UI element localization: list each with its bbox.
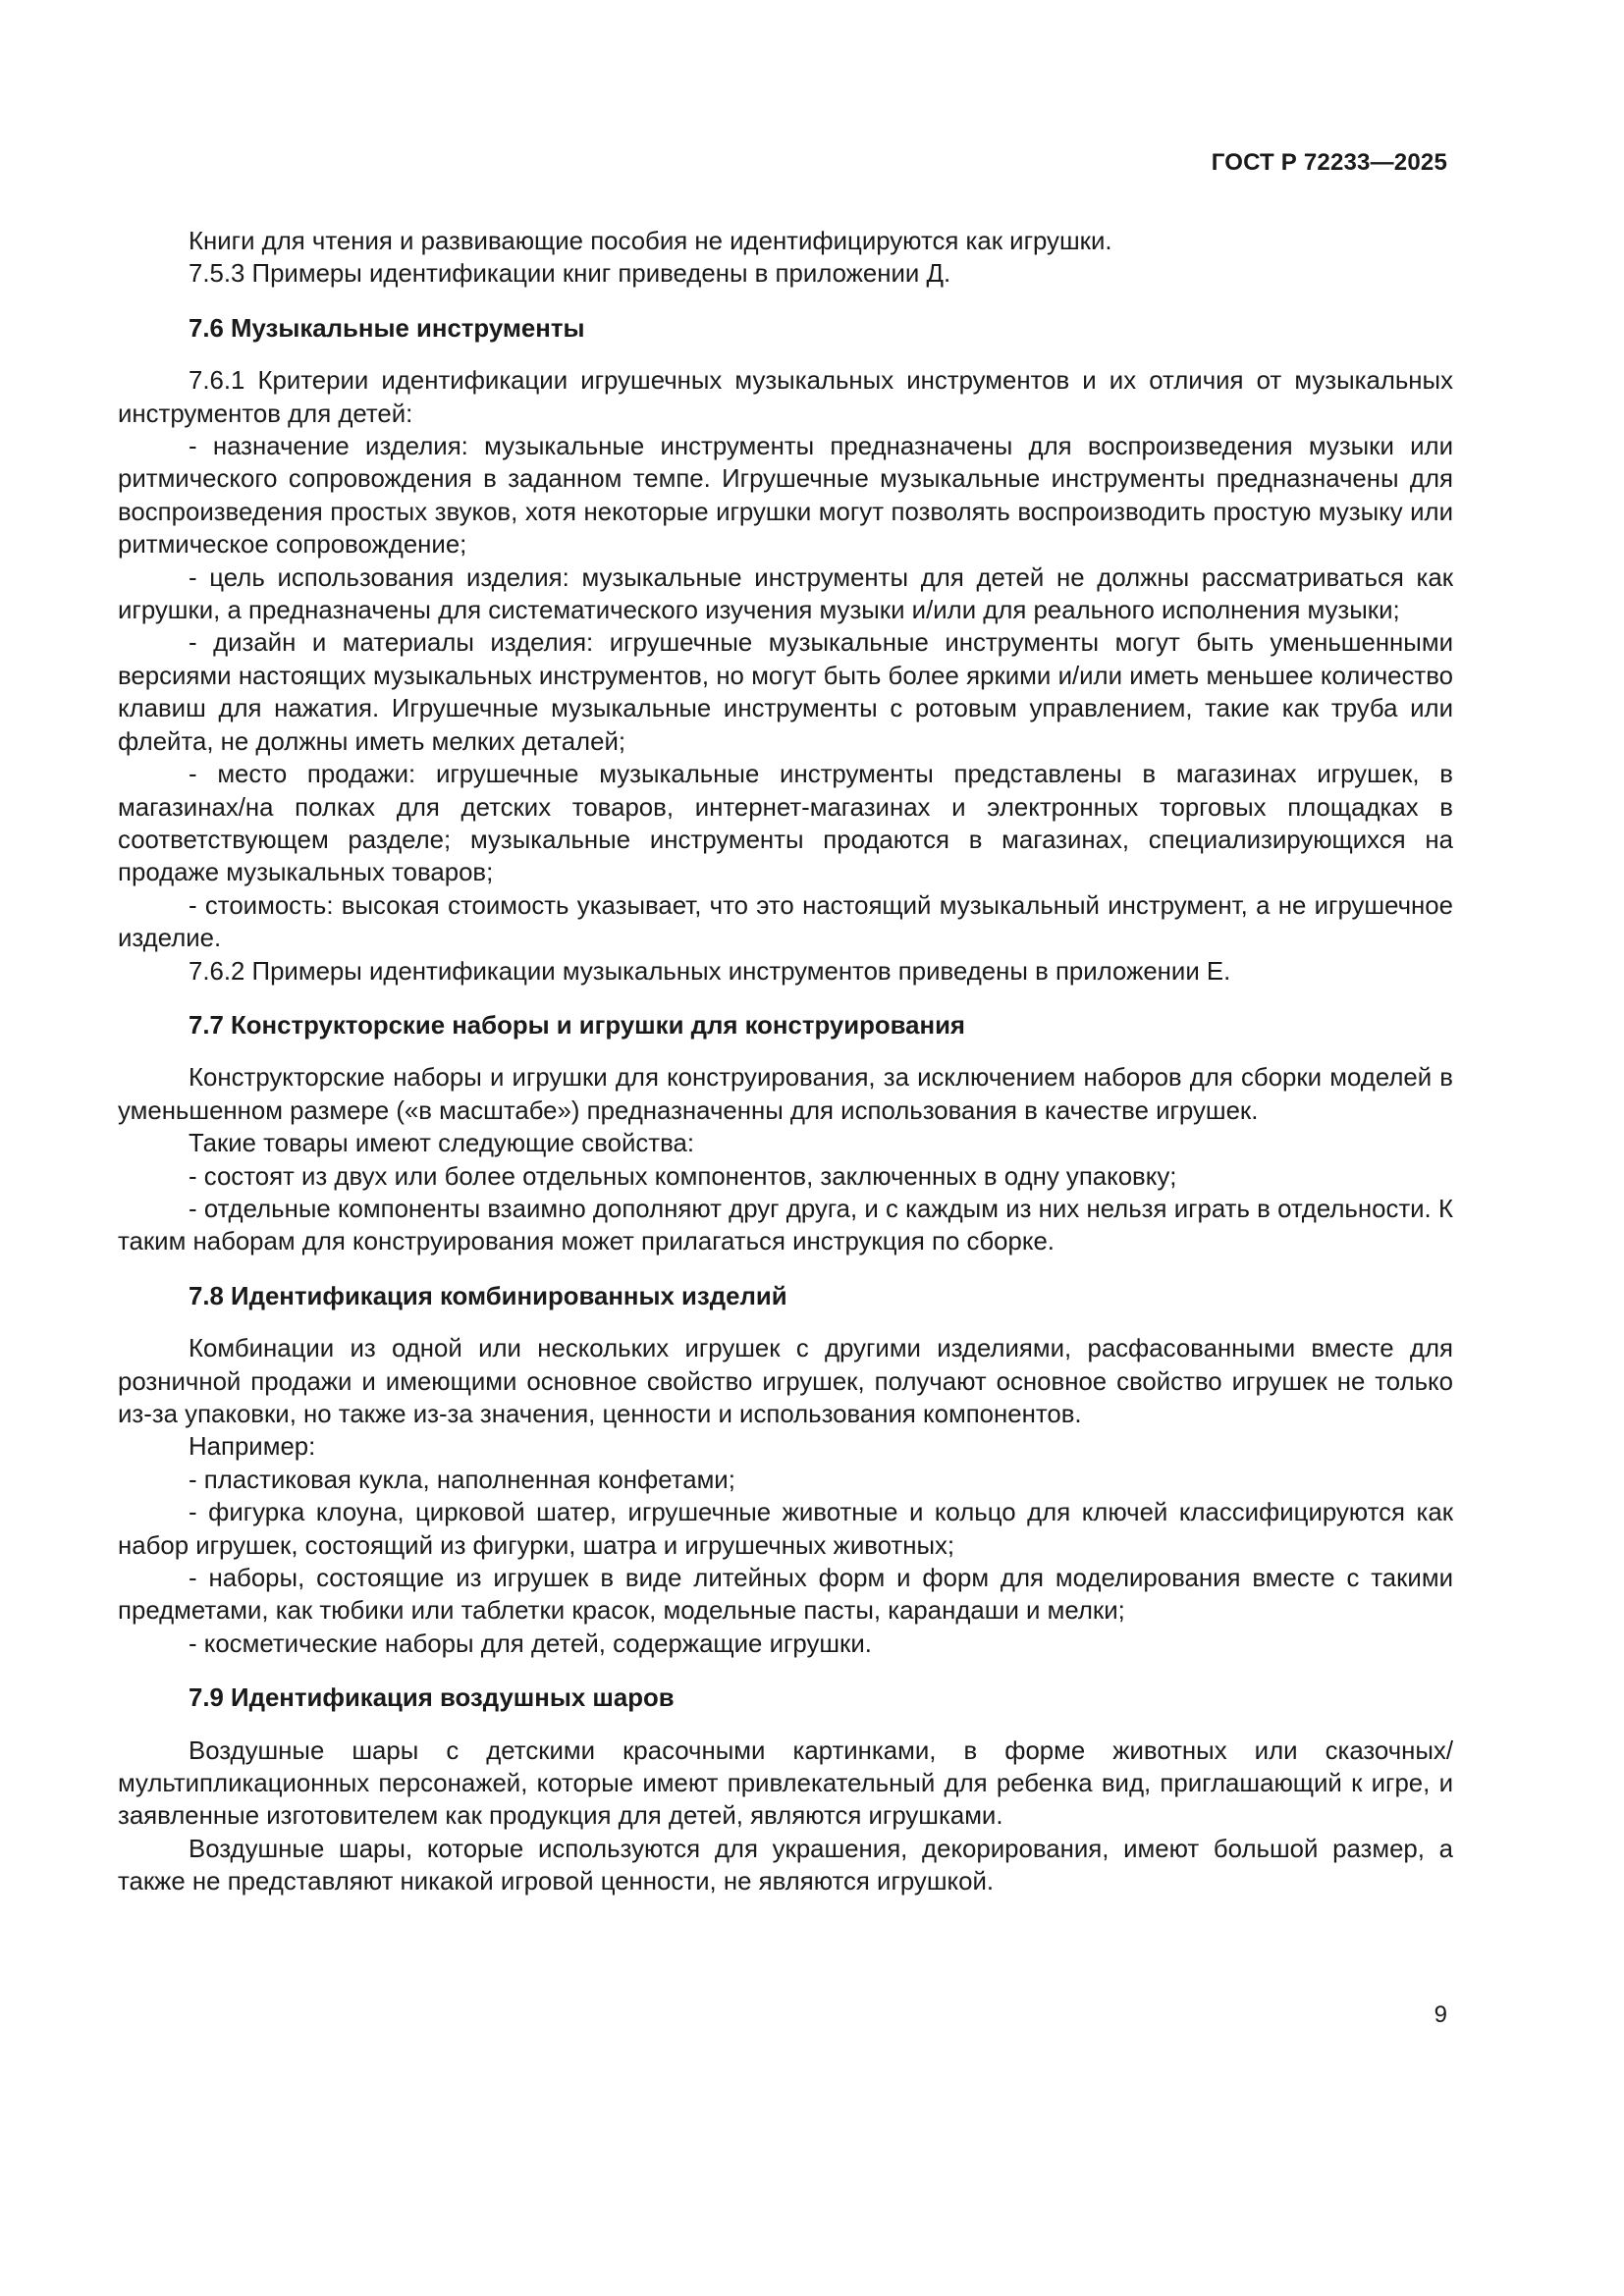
list-item: - наборы, состоящие из игрушек в виде литейных форм и форм для моделирования вместе с такими предметами, как тюбики или таблетки красок, модельные пасты, карандаши и мелки; — [118, 1565, 1453, 1626]
list-item: - отдельные компоненты взаимно дополняют друг друга, и с каждым из них нельзя играть в отдельности. К таким наборам для конструирования может прилагаться инструкция по сборке. — [118, 1195, 1453, 1256]
paragraph: Воздушные шары с детскими красочными картинками, в форме животных или сказочных/мультипликационных персонажей, которые имеют привлекательный для ребенка вид, приглашающий к игре, и заявленные изготовителем как продукция для детей, являются игрушками. — [118, 1736, 1453, 1831]
paragraph: 7.6.1 Критерии идентификации игрушечных музыкальных инструментов и их отличия от музыкальных инструментов для детей: — [118, 367, 1453, 428]
list-item: - место продажи: игрушечные музыкальные инструменты представлены в магазинах игрушек, в магазинах/на полках для детских товаров, интернет-магазинах и электронных торговых площадках в соответствующем разделе; музыкальные инструменты продаются в магазинах, специализирующихся на продаже музыкальных товаров; — [118, 761, 1453, 887]
list-item: - состоят из двух или более отдельных компонентов, заключенных в одну упаковку; — [189, 1162, 1177, 1191]
section-heading-7-6: 7.6 Музыкальные инструменты — [189, 314, 585, 343]
intro-paragraph: 7.5.3 Примеры идентификации книг приведены в приложении Д. — [189, 260, 951, 289]
list-item: - пластиковая кукла, наполненная конфетами; — [189, 1466, 735, 1494]
list-item: - цель использования изделия: музыкальные инструменты для детей не должны рассматриваться как игрушки, а предназначены для систематического изучения музыки и/или для реального исполнения музыки; — [118, 563, 1453, 625]
paragraph: Например: — [189, 1433, 316, 1462]
paragraph: Такие товары имеют следующие свойства: — [189, 1130, 694, 1158]
document-body — [118, 226, 1453, 1899]
intro-paragraph: Книги для чтения и развивающие пособия не идентифицируются как игрушки. — [189, 228, 1112, 255]
paragraph: 7.6.2 Примеры идентификации музыкальных инструментов приведены в приложении Е. — [189, 957, 1231, 986]
page-number: 9 — [1434, 2002, 1447, 2028]
list-item: - стоимость: высокая стоимость указывает, что это настоящий музыкальный инструмент, а не игрушечное изделие. — [118, 891, 1453, 953]
document-code-header: ГОСТ Р 72233—2025 — [1211, 149, 1447, 176]
list-item: - назначение изделия: музыкальные инструменты предназначены для воспроизведения музыки или ритмического сопровождения в заданном темпе. Игрушечные музыкальные инструменты предназначены для воспроизведения простых звуков, хотя некоторые игрушки могут позволять воспроизводить простую музыку или ритмическое сопровождение; — [118, 433, 1453, 560]
paragraph: Воздушные шары, которые используются для украшения, декорирования, имеют большой размер, а также не представляют никакой игровой ценности, не являются игрушкой. — [118, 1835, 1453, 1896]
paragraph: Комбинации из одной или нескольких игрушек с другими изделиями, расфасованными вместе для розничной продажи и имеющими основное свойство игрушек, получают основное свойство игрушек не только из-за упаковки, но также из-за значения, ценности и использования компонентов. — [118, 1335, 1453, 1428]
list-item: - фигурка клоуна, цирковой шатер, игрушечные животные и кольцо для ключей классифицируются как набор игрушек, состоящий из фигурки, шатра и игрушечных животных; — [118, 1499, 1453, 1560]
list-item: - косметические наборы для детей, содержащие игрушки. — [189, 1629, 872, 1658]
list-item: - дизайн и материалы изделия: игрушечные музыкальные инструменты могут быть уменьшенными версиями настоящих музыкальных инструментов, но могут быть более яркими и/или иметь меньшее количество клавиш для нажатия. Игрушечные музыкальные инструменты с ротовым управлением, такие как труба или флейта, не должны иметь мелких деталей; — [118, 629, 1453, 756]
section-heading-7-7: 7.7 Конструкторские наборы и игрушки для конструирования — [189, 1011, 965, 1040]
section-heading-7-9: 7.9 Идентификация воздушных шаров — [189, 1684, 675, 1713]
section-heading-7-8: 7.8 Идентификация комбинированных изделий — [189, 1282, 787, 1310]
paragraph: Конструкторские наборы и игрушки для конструирования, за исключением наборов для сборки моделей в уменьшенном размере («в масштабе») предназначенны для использования в качестве игрушек. — [118, 1064, 1453, 1125]
